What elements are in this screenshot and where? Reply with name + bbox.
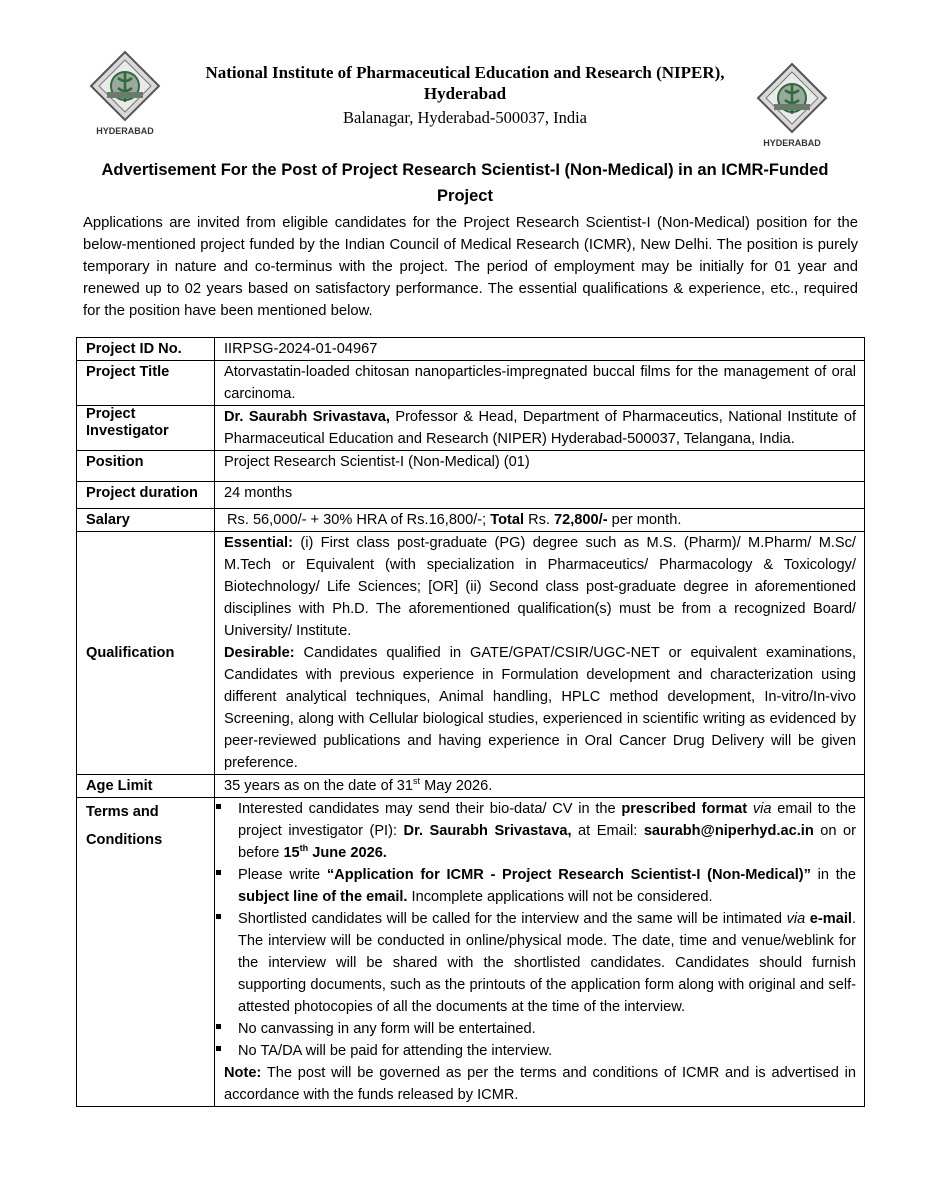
- note-text: The post will be governed as per the terms and conditions of ICMR and is advertised in accordance with the funds released by ICMR.: [224, 1065, 856, 1103]
- list-item: Interested candidates may send their bio-data/ CV in the prescribed format via email to the project investigator (PI): Dr. Saurabh Srivastava, at Email: saurabh@niperhyd.ac.in on or before 15th June 2026.: [224, 798, 856, 864]
- list-item: Please write “Application for ICMR - Project Research Scientist-I (Non-Medical)” in the subject line of the email. Incomplete applications will not be considered.: [224, 864, 856, 908]
- salary-text: per month.: [607, 512, 682, 528]
- row-label: Terms and Conditions: [77, 798, 215, 1107]
- position-value: Project Research Scientist-I (Non-Medical) (01): [215, 451, 865, 482]
- row-label: Salary: [77, 509, 215, 532]
- table-row: [77, 406, 865, 451]
- desirable-text: Candidates qualified in GATE/GPAT/CSIR/UGC-NET or equivalent examinations, Candidates with previous experience in Formulation development and characterization using different analytical techniques, Animal handling, HPLC method development, In-vitro/In-vivo Screening, along with Cellular biological studies, experienced in scientific writing as evidenced by peer-reviewed publications and having experience in Oral Cancer Drug Delivery will be given preference.: [224, 645, 856, 771]
- institute-name: National Institute of Pharmaceutical Education and Research (NIPER), Hyderabad: [205, 63, 725, 103]
- age-sup: st: [413, 776, 421, 787]
- investigator-value: [215, 406, 865, 451]
- salary-text: Rs. 56,000/- + 30% HRA of Rs.16,800/-;: [227, 512, 491, 528]
- table-row: [77, 482, 865, 509]
- row-label: Project Investigator: [77, 406, 215, 451]
- terms-value: [215, 798, 865, 1107]
- table-row: [77, 509, 865, 532]
- age-text: May 2026.: [420, 778, 493, 794]
- list-item: No TA/DA will be paid for attending the interview.: [224, 1040, 856, 1062]
- row-label: Qualification: [77, 532, 215, 775]
- investigator-name: Dr. Saurabh Srivastava,: [224, 409, 390, 425]
- logo-caption-left: HYDERABAD: [96, 126, 154, 136]
- essential-text: (i) First class post-graduate (PG) degree such as M.S. (Pharm)/ M.Pharm/ M.Sc/ M.Tech or Equivalent (with specialization in Pharmaceutics/ Pharmacology & Toxicology/ Biotechnology/ Life Sciences; [OR] (ii) Second class post-graduate degree in aforementioned disciplines with Ph.D. The aforementioned qualification(s) must be from a recognized Board/ University/ Institute.: [224, 535, 856, 639]
- table-row: [77, 775, 865, 798]
- terms-note: [224, 1062, 856, 1106]
- details-table: [76, 337, 865, 1107]
- qualification-value: [215, 532, 865, 775]
- terms-list: [224, 798, 856, 1062]
- salary-text: Rs.: [524, 512, 555, 528]
- advertisement-title: Advertisement For the Post of Project Research Scientist-I (Non-Medical) in an ICMR-Funded Project: [101, 161, 829, 205]
- salary-total-label: Total: [490, 512, 525, 528]
- investigator-details: Professor & Head, Department of Pharmaceutics, National Institute of Pharmaceutical Education and Research (NIPER) Hyderabad-500037, Telangana, India.: [224, 409, 857, 447]
- table-row: [77, 798, 865, 1107]
- age-value: [215, 775, 865, 798]
- list-item: Shortlisted candidates will be called for the interview and the same will be intimated via e-mail. The interview will be conducted in online/physical mode. The date, time and venue/weblink for the interview will be shared with the shortlisted candidates. Candidates should furnish supporting documents, such as the printouts of the application form along with original and self-attested photocopies of all the documents at the time of the interview.: [224, 908, 856, 1018]
- intro-paragraph: Applications are invited from eligible candidates for the Project Research Scientist-I (Non-Medical) position for the below-mentioned project funded by the Indian Council of Medical Research (ICMR), New Delhi. The position is purely temporary in nature and co-terminus with the project. The period of employment may be initially for 01 year and renewed up to 02 years based on satisfactory performance. The essential qualifications & experience, etc., required for the position have been mentioned below.: [83, 215, 858, 319]
- list-item: No canvassing in any form will be entertained.: [224, 1018, 856, 1040]
- age-text: 35 years as on the date of 31: [224, 778, 414, 794]
- project-title-value: Atorvastatin-loaded chitosan nanoparticles-impregnated buccal films for the management of oral carcinoma.: [215, 361, 865, 406]
- essential-label: Essential:: [224, 535, 293, 551]
- row-label: Project Title: [77, 361, 215, 406]
- table-row: [77, 338, 865, 361]
- niper-logo-left: [85, 48, 165, 138]
- logo-caption-right: HYDERABAD: [763, 138, 821, 148]
- table-row: [77, 532, 865, 775]
- row-label: Project ID No.: [77, 338, 215, 361]
- project-id-value: IIRPSG-2024-01-04967: [215, 338, 865, 361]
- table-row: [77, 361, 865, 406]
- salary-value: [215, 509, 865, 532]
- row-label: Age Limit: [77, 775, 215, 798]
- row-label: Project duration: [77, 482, 215, 509]
- row-label: Position: [77, 451, 215, 482]
- institute-address: Balanagar, Hyderabad-500037, India: [343, 108, 587, 127]
- duration-value: 24 months: [215, 482, 865, 509]
- table-row: [77, 451, 865, 482]
- note-label: Note:: [224, 1065, 262, 1081]
- niper-logo-right: [752, 60, 832, 150]
- salary-total-value: 72,800/-: [554, 512, 608, 528]
- desirable-label: Desirable:: [224, 645, 295, 661]
- pi-email: saurabh@niperhyd.ac.in: [643, 823, 814, 839]
